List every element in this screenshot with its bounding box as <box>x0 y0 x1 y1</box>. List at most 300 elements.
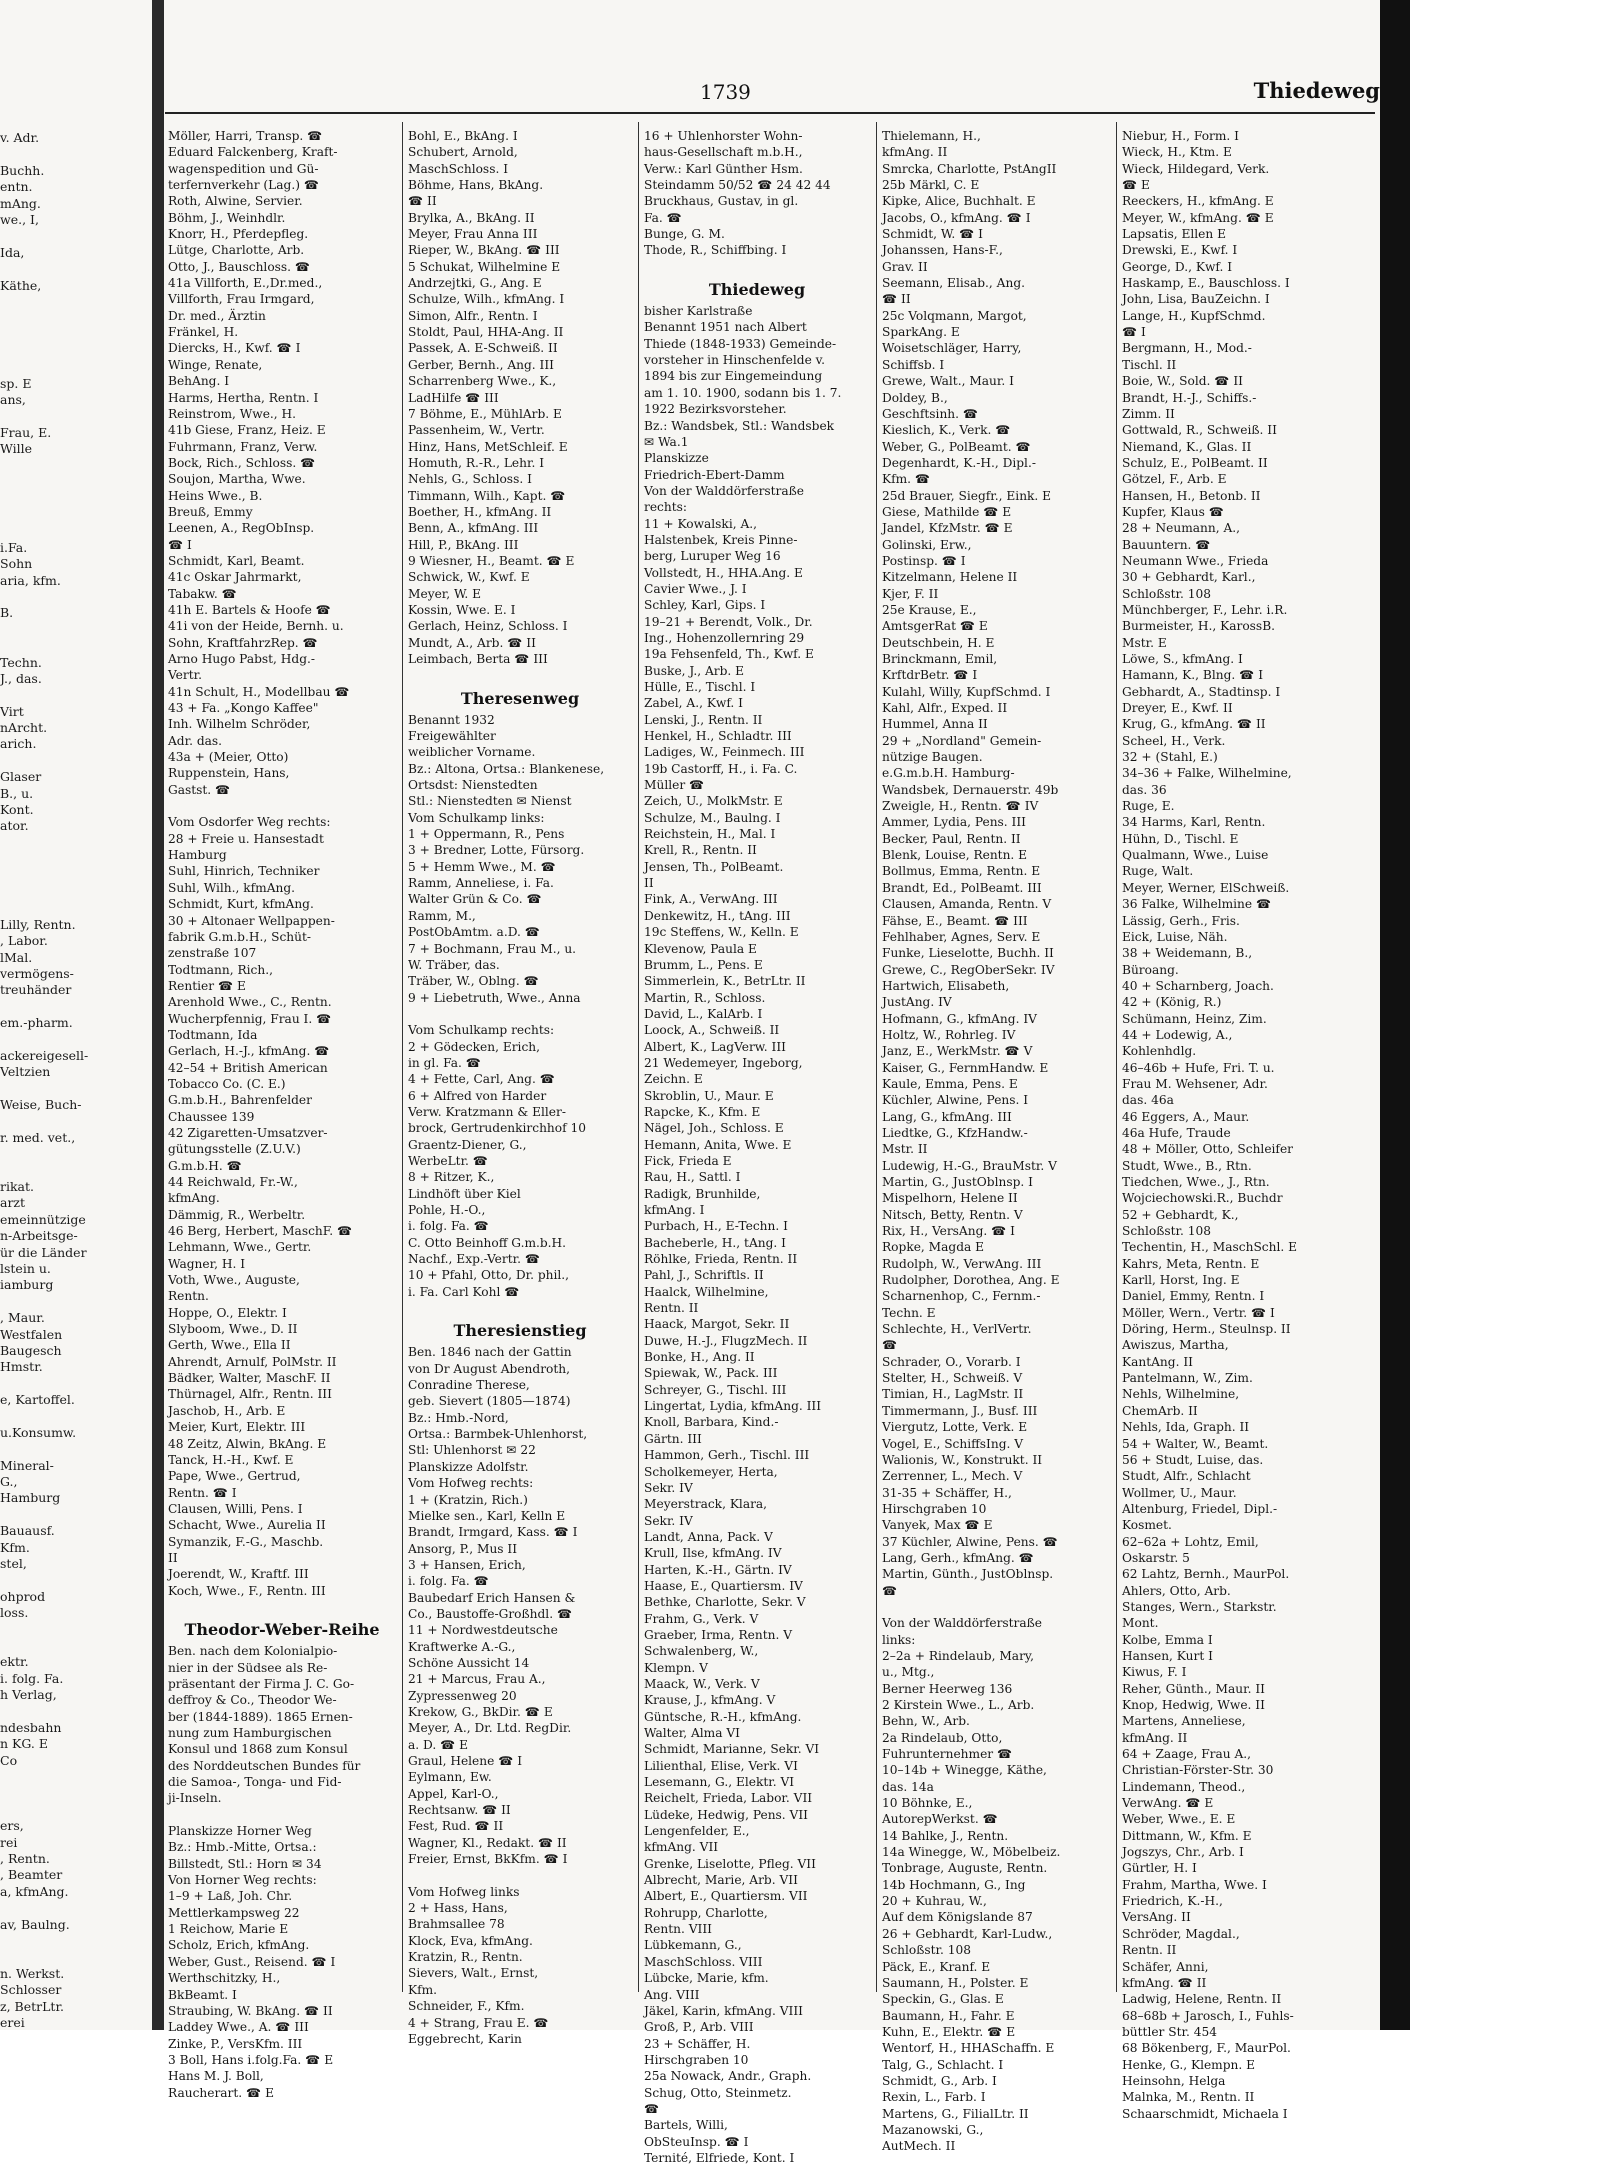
facing-page-line <box>0 343 150 359</box>
directory-entry: W. Träber, das. <box>408 957 500 972</box>
facing-page-line: entn. <box>0 179 33 195</box>
directory-entry: Werthschitzky, H., <box>168 1971 281 1986</box>
facing-page-line: Kfm. <box>0 1539 30 1555</box>
spacer <box>408 1006 632 1022</box>
directory-entry: Schrader, O., Vorarb. I <box>882 1354 1021 1369</box>
directory-entry: Hülle, E., Tischl. I <box>644 680 756 694</box>
facing-page-line: Sohn <box>0 556 33 572</box>
directory-entry: Knoll, Barbara, Kind.- <box>644 1415 779 1430</box>
directory-entry: Timmann, Wilh., Kapt. ☎ <box>408 488 566 503</box>
directory-entry: Schubert, Arnold, <box>408 145 518 160</box>
directory-entry: Tonbrage, Auguste, Rentn. <box>882 1861 1048 1876</box>
directory-entry: Rau, H., Sattl. I <box>644 1170 741 1185</box>
facing-page-line: e, Kartoffel. <box>0 1392 75 1408</box>
directory-entry: Hoppe, O., Elektr. I <box>168 1305 287 1320</box>
facing-page-line: , Maur. <box>0 1310 45 1326</box>
directory-entry: 25a Nowack, Andr., Graph. <box>644 2069 812 2084</box>
directory-entry: Meyerstrack, Klara, <box>644 1497 768 1512</box>
directory-entry: Leenen, A., RegObInsp. <box>168 521 315 536</box>
directory-entry: Reichelt, Frieda, Labor. VII <box>644 1791 813 1806</box>
directory-entry: Dittmann, W., Kfm. E <box>1122 1828 1252 1843</box>
directory-entry: Sohn, KraftfahrzRep. ☎ <box>168 635 318 650</box>
facing-page-line: sp. E <box>0 375 32 391</box>
directory-entry: 20 + Kuhrau, W., <box>882 1894 987 1909</box>
facing-page-line: Bauausf. <box>0 1523 55 1539</box>
facing-page-line: lstein u. <box>0 1260 51 1276</box>
directory-entry: Co., Baustoffe-Großhdl. ☎ <box>408 1606 573 1621</box>
directory-entry: 40 + Scharnberg, Joach. <box>1122 978 1274 993</box>
directory-entry: Schaarschmidt, Michaela I <box>1122 2106 1288 2121</box>
directory-entry: 25d Brauer, Siegfr., Eink. E <box>882 488 1052 503</box>
directory-entry: KrftdrBetr. ☎ I <box>882 668 978 683</box>
column-divider <box>638 122 639 1992</box>
directory-entry: Planskizze <box>644 451 709 466</box>
directory-entry: Schmidt, Kurt, kfmAng. <box>168 897 314 912</box>
directory-entry: Bartels, Willi, <box>644 2118 728 2133</box>
directory-entry: Breuß, Emmy <box>168 504 253 519</box>
directory-entry: G.m.b.H., Bahrenfelder <box>168 1093 312 1108</box>
directory-entry: Todtmann, Rich., <box>168 962 273 977</box>
spacer <box>408 667 632 683</box>
directory-entry: Raucherart. ☎ E <box>168 2085 274 2100</box>
directory-entry: kfmAng. II <box>1122 1730 1188 1745</box>
directory-entry: Ahrendt, Arnulf, PolMstr. II <box>168 1354 337 1369</box>
directory-entry: 14a Winegge, W., Möbelbeiz. <box>882 1845 1061 1860</box>
directory-entry: Freier, Ernst, BkKfm. ☎ I <box>408 1852 568 1867</box>
directory-entry: JustAng. IV <box>882 995 952 1010</box>
directory-entry: Grenke, Liselotte, Pfleg. VII <box>644 1856 816 1871</box>
directory-entry: Kupfer, Klaus ☎ <box>1122 504 1224 519</box>
directory-entry: nung zum Hamburgischen <box>168 1726 332 1740</box>
directory-entry: Harten, K.-H., Gärtn. IV <box>644 1562 792 1577</box>
directory-entry: G.m.b.H. ☎ <box>168 1158 242 1173</box>
facing-page-line <box>0 1949 150 1965</box>
directory-entry: Mont. <box>1122 1616 1159 1631</box>
directory-entry: 21 Wedemeyer, Ingeborg, <box>644 1055 803 1070</box>
facing-page-line <box>0 458 150 474</box>
directory-entry: Boether, H., kfmAng. II <box>408 504 552 519</box>
directory-entry: Fa. ☎ <box>644 210 682 225</box>
directory-entry: Niebur, H., Form. I <box>1122 129 1239 143</box>
directory-entry: Haskamp, E., Bauschloss. I <box>1122 276 1290 291</box>
directory-entry: Graentz-Diener, G., <box>408 1137 527 1152</box>
directory-entry: Gürtler, H. I <box>1122 1861 1197 1876</box>
directory-entry: büttler Str. 454 <box>1122 2024 1217 2039</box>
directory-entry: Kraftwerke A.-G., <box>408 1639 516 1654</box>
column-3 <box>644 128 870 2165</box>
directory-entry: Krell, R., Rentn. II <box>644 843 757 858</box>
directory-entry: kfmAng. I <box>644 1203 705 1217</box>
directory-entry: Bethke, Charlotte, Sekr. V <box>644 1595 806 1610</box>
directory-entry: Fuhrunternehmer ☎ <box>882 1747 1013 1762</box>
directory-entry: Fuhrmann, Franz, Verw. <box>168 439 318 454</box>
directory-entry: Talg, G., Schlacht. I <box>882 2057 1004 2072</box>
directory-entry: 1922 Bezirksvorsteher. <box>644 402 787 417</box>
directory-entry: Tanck, H.-H., Kwf. E <box>168 1452 294 1467</box>
directory-entry: Leimbach, Berta ☎ III <box>408 652 548 666</box>
directory-entry: 1894 bis zur Eingemeindung <box>644 369 823 384</box>
facing-page-line <box>0 491 150 507</box>
directory-entry: Rentn. II <box>644 1301 699 1316</box>
directory-entry: Wandsbek, Dernauerstr. 49b <box>882 782 1059 797</box>
directory-entry: Stl: Uhlenhorst ✉ 22 <box>408 1443 536 1458</box>
directory-entry: Rentier ☎ E <box>168 978 246 993</box>
facing-page-line <box>0 851 150 867</box>
facing-page-line: iamburg <box>0 1277 54 1293</box>
facing-page-line: Glaser <box>0 769 42 785</box>
directory-entry: Thiede (1848-1933) Gemeinde- <box>644 336 837 351</box>
directory-entry: 28 + Freie u. Hansestadt <box>168 831 324 846</box>
facing-page-line <box>0 884 150 900</box>
directory-entry: 41a Villforth, E.,Dr.med., <box>168 276 323 291</box>
facing-page-line: Buchh. <box>0 162 45 178</box>
directory-entry: 11 + Nordwestdeutsche <box>408 1623 558 1638</box>
directory-entry: Oskarstr. 5 <box>1122 1550 1190 1565</box>
directory-entry: BehAng. I <box>168 374 230 389</box>
facing-page-line: rikat. <box>0 1179 34 1194</box>
directory-entry: 1 + Oppermann, R., Pens <box>408 827 565 842</box>
directory-entry: Ammer, Lydia, Pens. III <box>882 815 1026 830</box>
directory-entry: Stoldt, Paul, HHA-Ang. II <box>408 325 564 340</box>
facing-page-line: B. <box>0 605 14 621</box>
directory-entry: 36 Falke, Wilhelmine ☎ <box>1122 897 1272 912</box>
directory-entry: Burmeister, H., KarossB. <box>1122 619 1276 634</box>
directory-entry: Nitsch, Betty, Rentn. V <box>882 1207 1023 1222</box>
directory-entry: 4 + Strang, Frau E. ☎ <box>408 2015 549 2030</box>
directory-entry: 10–14b + Winegge, Käthe, <box>882 1763 1047 1778</box>
spacer <box>168 1599 396 1615</box>
directory-entry: Sekr. IV <box>644 1480 693 1495</box>
facing-page-line <box>0 359 150 375</box>
directory-entry: Nägel, Joh., Schloss. E <box>644 1121 784 1136</box>
directory-entry: u., Mtg., <box>882 1665 935 1680</box>
directory-entry: Rohrupp, Charlotte, <box>644 1905 768 1920</box>
directory-entry: a. D. ☎ E <box>408 1737 469 1752</box>
directory-entry: Gerlach, H.-J., kfmAng. ☎ <box>168 1044 330 1059</box>
directory-entry: PostObAmtm. a.D. ☎ <box>408 925 540 940</box>
directory-entry: Thode, R., Schiffbing. I <box>644 243 787 258</box>
directory-entry: KantAng. II <box>1122 1354 1193 1369</box>
directory-entry: 7 + Bochmann, Frau M., u. <box>408 941 577 956</box>
directory-entry: Hamann, K., Blng. ☎ I <box>1122 668 1264 683</box>
directory-entry: Schneider, F., Kfm. <box>408 1999 525 2014</box>
directory-entry: C. Otto Beinhoff G.m.b.H. <box>408 1235 567 1250</box>
directory-entry: Rapcke, K., Kfm. E <box>644 1104 761 1119</box>
directory-entry: Ternité, Elfriede, Kont. I <box>644 2150 795 2165</box>
facing-page-line <box>0 1704 150 1720</box>
directory-entry: Meyer, Frau Anna III <box>408 227 538 242</box>
directory-entry: 41i von der Heide, Bernh. u. <box>168 619 344 634</box>
directory-entry: Techentin, H., MaschSchl. E <box>1122 1240 1298 1255</box>
directory-entry: Kohlenhdlg. <box>1122 1044 1197 1059</box>
directory-entry: Sievers, Walt., Ernst, <box>408 1966 539 1981</box>
directory-entry: AmtsgerRat ☎ E <box>882 619 988 634</box>
directory-entry: Bz.: Altona, Ortsa.: Blankenese, <box>408 761 605 776</box>
directory-entry: Lübkemann, G., <box>644 1938 742 1953</box>
directory-entry: 42 + (König, R.) <box>1122 995 1222 1010</box>
directory-entry: haus-Gesellschaft m.b.H., <box>644 145 803 160</box>
directory-entry: Lesemann, G., Elektr. VI <box>644 1775 795 1790</box>
directory-entry: Lüdeke, Hedwig, Pens. VII <box>644 1807 808 1822</box>
directory-entry: Adr. das. <box>168 733 223 748</box>
directory-entry: deffroy & Co., Theodor We- <box>168 1693 337 1708</box>
directory-entry: Zinke, P., VersKfm. III <box>168 2036 303 2051</box>
directory-entry: 62 Lahtz, Bernh., MaurPol. <box>1122 1567 1290 1582</box>
directory-entry: Lindhöft über Kiel <box>408 1186 521 1201</box>
directory-entry: Frau M. Wehsener, Adr. <box>1122 1076 1268 1091</box>
facing-page-line: , Labor. <box>0 933 48 949</box>
directory-entry: Kuhn, E., Elektr. ☎ E <box>882 2024 1016 2039</box>
directory-entry: links: <box>882 1632 916 1647</box>
facing-page-line: ans, <box>0 392 26 408</box>
directory-entry: Bunge, G. M. <box>644 227 725 242</box>
directory-entry: Ben. 1846 nach der Gattin <box>408 1345 572 1360</box>
directory-entry: Benannt 1951 nach Albert <box>644 320 807 335</box>
directory-entry: Planskizze Horner Weg <box>168 1824 312 1839</box>
directory-entry: Hansen, H., Betonb. II <box>1122 488 1261 503</box>
directory-entry: Fränkel, H. <box>168 325 239 340</box>
directory-entry: nier in der Südsee als Re- <box>168 1660 328 1675</box>
facing-page-line: ndesbahn <box>0 1719 62 1735</box>
directory-entry: Bz.: Wandsbek, Stl.: Wandsbek <box>644 418 835 433</box>
directory-entry: Schmidt, W. ☎ I <box>882 227 983 242</box>
directory-entry: Friedrich, K.-H., <box>1122 1894 1223 1909</box>
directory-entry: Straubing, W. BkAng. ☎ II <box>168 2003 333 2018</box>
facing-page-line <box>0 1638 150 1654</box>
facing-page-line <box>0 868 150 884</box>
directory-entry: Schulze, M., Baulng. I <box>644 810 781 825</box>
directory-entry: 23 + Schäffer, H. <box>644 2036 751 2051</box>
directory-entry: Wieck, H., Ktm. E <box>1122 145 1232 160</box>
facing-page-line <box>0 1802 150 1818</box>
directory-entry: Studt, Alfr., Schlacht <box>1122 1469 1251 1484</box>
directory-entry: 68 Bökenberg, F., MaurPol. <box>1122 2041 1291 2056</box>
directory-entry: Tobacco Co. (C. E.) <box>168 1076 286 1091</box>
facing-page-line <box>0 409 150 425</box>
directory-entry: George, D., Kwf. I <box>1122 259 1233 274</box>
directory-entry: Kahl, Alfr., Exped. II <box>882 701 1008 716</box>
page-edge-shadow <box>1380 0 1410 2030</box>
directory-entry: die Samoa-, Tonga- und Fid- <box>168 1775 342 1790</box>
directory-entry: Bollmus, Emma, Rentn. E <box>882 864 1041 879</box>
directory-entry: Schloßstr. 108 <box>1122 1224 1212 1239</box>
directory-entry: 46–46b + Hufe, Fri. T. u. <box>1122 1060 1275 1075</box>
directory-entry: Kipke, Alice, Buchhalt. E <box>882 194 1036 209</box>
directory-entry: i. folg. Fa. ☎ <box>408 1574 489 1589</box>
directory-entry: Klevenow, Paula E <box>644 941 757 956</box>
directory-entry: 7 Böhme, E., MühlArb. E <box>408 406 562 421</box>
directory-entry: Löwe, S., kfmAng. I <box>1122 652 1243 666</box>
spacer <box>408 1867 632 1883</box>
directory-entry: Mazanowski, G., <box>882 2122 984 2137</box>
directory-entry: Brandt, Irmgard, Kass. ☎ I <box>408 1525 578 1540</box>
directory-entry: Träber, W., Oblng. ☎ <box>408 974 539 989</box>
facing-page-line: Hmstr. <box>0 1359 43 1375</box>
facing-page-line <box>0 900 150 916</box>
directory-entry: Clausen, Amanda, Rentn. V <box>882 897 1052 912</box>
directory-entry: 38 + Weidemann, B., <box>1122 946 1253 961</box>
directory-entry: Zerrenner, L., Mech. V <box>882 1469 1023 1484</box>
directory-entry: Holtz, W., Rohrleg. IV <box>882 1027 1016 1042</box>
directory-entry: Rentn. <box>168 1289 209 1304</box>
directory-entry: Planskizze Adolfstr. <box>408 1459 529 1474</box>
directory-entry: Rudolph, W., VerwAng. III <box>882 1256 1042 1271</box>
directory-entry: Lenski, J., Rentn. II <box>644 712 763 727</box>
directory-entry: ✉ Wa.1 <box>644 434 689 449</box>
directory-entry: Benannt 1932 <box>408 712 495 727</box>
directory-entry: Kitzelmann, Helene II <box>882 570 1018 585</box>
directory-entry: Kolbe, Emma I <box>1122 1632 1213 1647</box>
directory-entry: Giese, Mathilde ☎ E <box>882 504 1012 519</box>
directory-entry: Dr. med., Ärztin <box>168 308 266 323</box>
column-1 <box>168 128 396 2100</box>
directory-entry: Loock, A., Schweiß. II <box>644 1023 780 1038</box>
directory-entry: Studt, Wwe., B., Rtn. <box>1122 1158 1252 1173</box>
facing-page-line <box>0 1408 150 1424</box>
directory-entry: Landt, Anna, Pack. V <box>644 1529 773 1544</box>
facing-page-line: Weise, Buch- <box>0 1097 82 1113</box>
facing-page-line: Kont. <box>0 802 34 818</box>
directory-entry: 34 Harms, Karl, Rentn. <box>1122 815 1266 830</box>
directory-entry: Reinstrom, Wwe., H. <box>168 406 297 421</box>
directory-entry: Degenhardt, K.-H., Dipl.- <box>882 455 1036 470</box>
directory-entry: Hemann, Anita, Wwe. E <box>644 1137 792 1152</box>
directory-entry: Qualmann, Wwe., Luise <box>1122 848 1269 863</box>
directory-entry: Schwalenberg, W., <box>644 1644 759 1659</box>
directory-entry: Reichstein, H., Mal. I <box>644 827 776 842</box>
directory-entry: Hofmann, G., kfmAng. IV <box>882 1011 1037 1026</box>
directory-entry: Todtmann, Ida <box>168 1027 258 1042</box>
directory-entry: Hansen, Kurt I <box>1122 1648 1213 1663</box>
directory-entry: Fähse, E., Beamt. ☎ III <box>882 913 1028 928</box>
directory-entry: Kossin, Wwe. E. I <box>408 602 516 617</box>
facing-page-line: ohprod <box>0 1588 46 1604</box>
facing-page-line <box>0 261 150 277</box>
directory-entry: Vanyek, Max ☎ E <box>882 1518 993 1533</box>
directory-entry: ☎ <box>882 1583 898 1598</box>
directory-entry: Rudolpher, Dorothea, Ang. E <box>882 1273 1060 1288</box>
directory-entry: in gl. Fa. ☎ <box>408 1055 481 1070</box>
directory-entry: Pantelmann, W., Zim. <box>1122 1371 1253 1386</box>
directory-entry: Becker, Paul, Rentn. II <box>882 831 1021 846</box>
facing-page-line: Baugesch <box>0 1342 62 1358</box>
directory-entry: wagenspedition und Gü- <box>168 161 319 176</box>
facing-page-line <box>0 146 150 162</box>
directory-entry: Chaussee 139 <box>168 1109 255 1124</box>
facing-page-line: u.Konsumw. <box>0 1424 77 1440</box>
directory-entry: Brahmsallee 78 <box>408 1917 505 1932</box>
facing-page-line: em.-pharm. <box>0 1015 73 1031</box>
directory-entry: Wucherpfennig, Frau I. ☎ <box>168 1011 332 1026</box>
directory-entry: 19c Steffens, W., Kelln. E <box>644 925 799 940</box>
directory-entry: Gerber, Bernh., Ang. III <box>408 357 554 372</box>
directory-entry: Ruge, E. <box>1122 799 1175 814</box>
directory-entry: Eylmann, Ew. <box>408 1770 492 1785</box>
directory-entry: Hill, P., BkAng. III <box>408 537 519 552</box>
directory-entry: John, Lisa, BauZeichn. I <box>1122 292 1270 307</box>
directory-entry: Slyboom, Wwe., D. II <box>168 1322 298 1337</box>
directory-entry: Jacobs, O., kfmAng. ☎ I <box>882 210 1031 225</box>
directory-entry: Ahlers, Otto, Arb. <box>1122 1583 1231 1598</box>
street-heading: Thiedeweg <box>708 280 806 300</box>
directory-entry: Brinckmann, Emil, <box>882 652 998 666</box>
directory-entry: 34–36 + Falke, Wilhelmine, <box>1122 766 1292 781</box>
directory-entry: 8 + Ritzer, K., <box>408 1170 495 1185</box>
directory-entry: bisher Karlstraße <box>644 304 753 319</box>
directory-entry: 42–54 + British American <box>168 1060 328 1075</box>
facing-page-line: J., das. <box>0 670 42 686</box>
directory-entry: Winge, Renate, <box>168 357 263 372</box>
directory-entry: rechts: <box>644 500 687 515</box>
directory-entry: präsentant der Firma J. C. Go- <box>168 1676 355 1691</box>
facing-page-line: ackereigesell- <box>0 1047 89 1063</box>
directory-entry: VerwAng. ☎ E <box>1122 1796 1214 1811</box>
directory-entry: Tabakw. ☎ <box>168 586 237 601</box>
directory-entry: 46 Berg, Herbert, MaschF. ☎ <box>168 1224 353 1239</box>
directory-entry: Laddey Wwe., A. ☎ III <box>168 2020 309 2035</box>
facing-page-line <box>0 1622 150 1638</box>
directory-entry: Güntsche, R.-H., kfmAng. <box>644 1709 802 1724</box>
directory-entry: Brylka, A., BkAng. II <box>408 210 535 225</box>
directory-entry: Wagner, H. I <box>168 1256 246 1271</box>
directory-entry: Schlechte, H., VerlVertr. <box>882 1322 1032 1337</box>
directory-entry: Ludewig, H.-G., BrauMstr. V <box>882 1158 1057 1173</box>
directory-entry: WerbeLtr. ☎ <box>408 1153 488 1168</box>
directory-entry: des Norddeutschen Bundes für <box>168 1758 361 1773</box>
directory-entry: e.G.m.b.H. Hamburg- <box>882 766 1015 781</box>
facing-page-line <box>0 1163 150 1179</box>
directory-entry: i. folg. Fa. ☎ <box>408 1219 489 1234</box>
directory-entry: Hans M. J. Boll, <box>168 2069 264 2084</box>
directory-entry: Stelter, H., Schweiß. V <box>882 1371 1023 1386</box>
facing-page-line: ür die Länder <box>0 1244 87 1260</box>
directory-entry: Meier, Kurt, Elektr. III <box>168 1420 306 1435</box>
directory-entry: 30 + Gebhardt, Karl., <box>1122 570 1256 585</box>
directory-entry: 25b Märkl, C. E <box>882 178 980 193</box>
facing-page-line: mAng. <box>0 195 41 211</box>
directory-entry: Schulze, Wilh., kfmAng. I <box>408 292 565 307</box>
directory-entry: ☎ <box>644 2101 660 2116</box>
directory-entry: Arno Hugo Pabst, Hdg.- <box>168 652 316 666</box>
directory-entry: Thielemann, H., <box>882 129 981 143</box>
directory-entry: Saumann, H., Polster. E <box>882 1975 1029 1990</box>
directory-entry: Bz.: Hmb.-Nord, <box>408 1410 509 1425</box>
directory-entry: Zabel, A., Kwf. I <box>644 696 743 711</box>
facing-page-line <box>0 1507 150 1523</box>
directory-entry: Sekr. IV <box>644 1513 693 1528</box>
directory-entry: Wieck, Hildegard, Verk. <box>1122 161 1270 176</box>
directory-entry: Vom Osdorfer Weg rechts: <box>168 815 331 830</box>
directory-entry: Möller, Wern., Vertr. ☎ I <box>1122 1305 1275 1320</box>
directory-entry: Freigewählter <box>408 729 496 744</box>
directory-entry: Denkewitz, H., tAng. III <box>644 908 791 923</box>
facing-page-line: erei <box>0 2014 25 2030</box>
directory-entry: Walter, Alma VI <box>644 1726 740 1740</box>
directory-entry: Kahrs, Meta, Rentn. E <box>1122 1256 1260 1271</box>
directory-entry: 43 + Fa. „Kongo Kaffee" <box>168 701 319 716</box>
directory-entry: 6 + Alfred von Harder <box>408 1088 547 1103</box>
directory-entry: Ortsa.: Barmbek-Uhlenhorst, <box>408 1427 588 1442</box>
directory-entry: Ben. nach dem Kolonialpio- <box>168 1644 338 1659</box>
directory-entry: Walionis, W., Konstrukt. II <box>882 1452 1043 1467</box>
directory-entry: 1–9 + Laß, Joh. Chr. <box>168 1889 293 1904</box>
directory-entry: 3 Boll, Hans i.folg.Fa. ☎ E <box>168 2052 334 2067</box>
directory-entry: Klock, Eva, kfmAng. <box>408 1933 533 1948</box>
directory-entry: Mstr. E <box>1122 635 1167 650</box>
directory-entry: Ramm, Anneliese, i. Fa. <box>408 876 554 891</box>
directory-entry: Simon, Alfr., Rentn. I <box>408 308 538 323</box>
directory-entry: 3 + Hansen, Erich, <box>408 1557 526 1572</box>
